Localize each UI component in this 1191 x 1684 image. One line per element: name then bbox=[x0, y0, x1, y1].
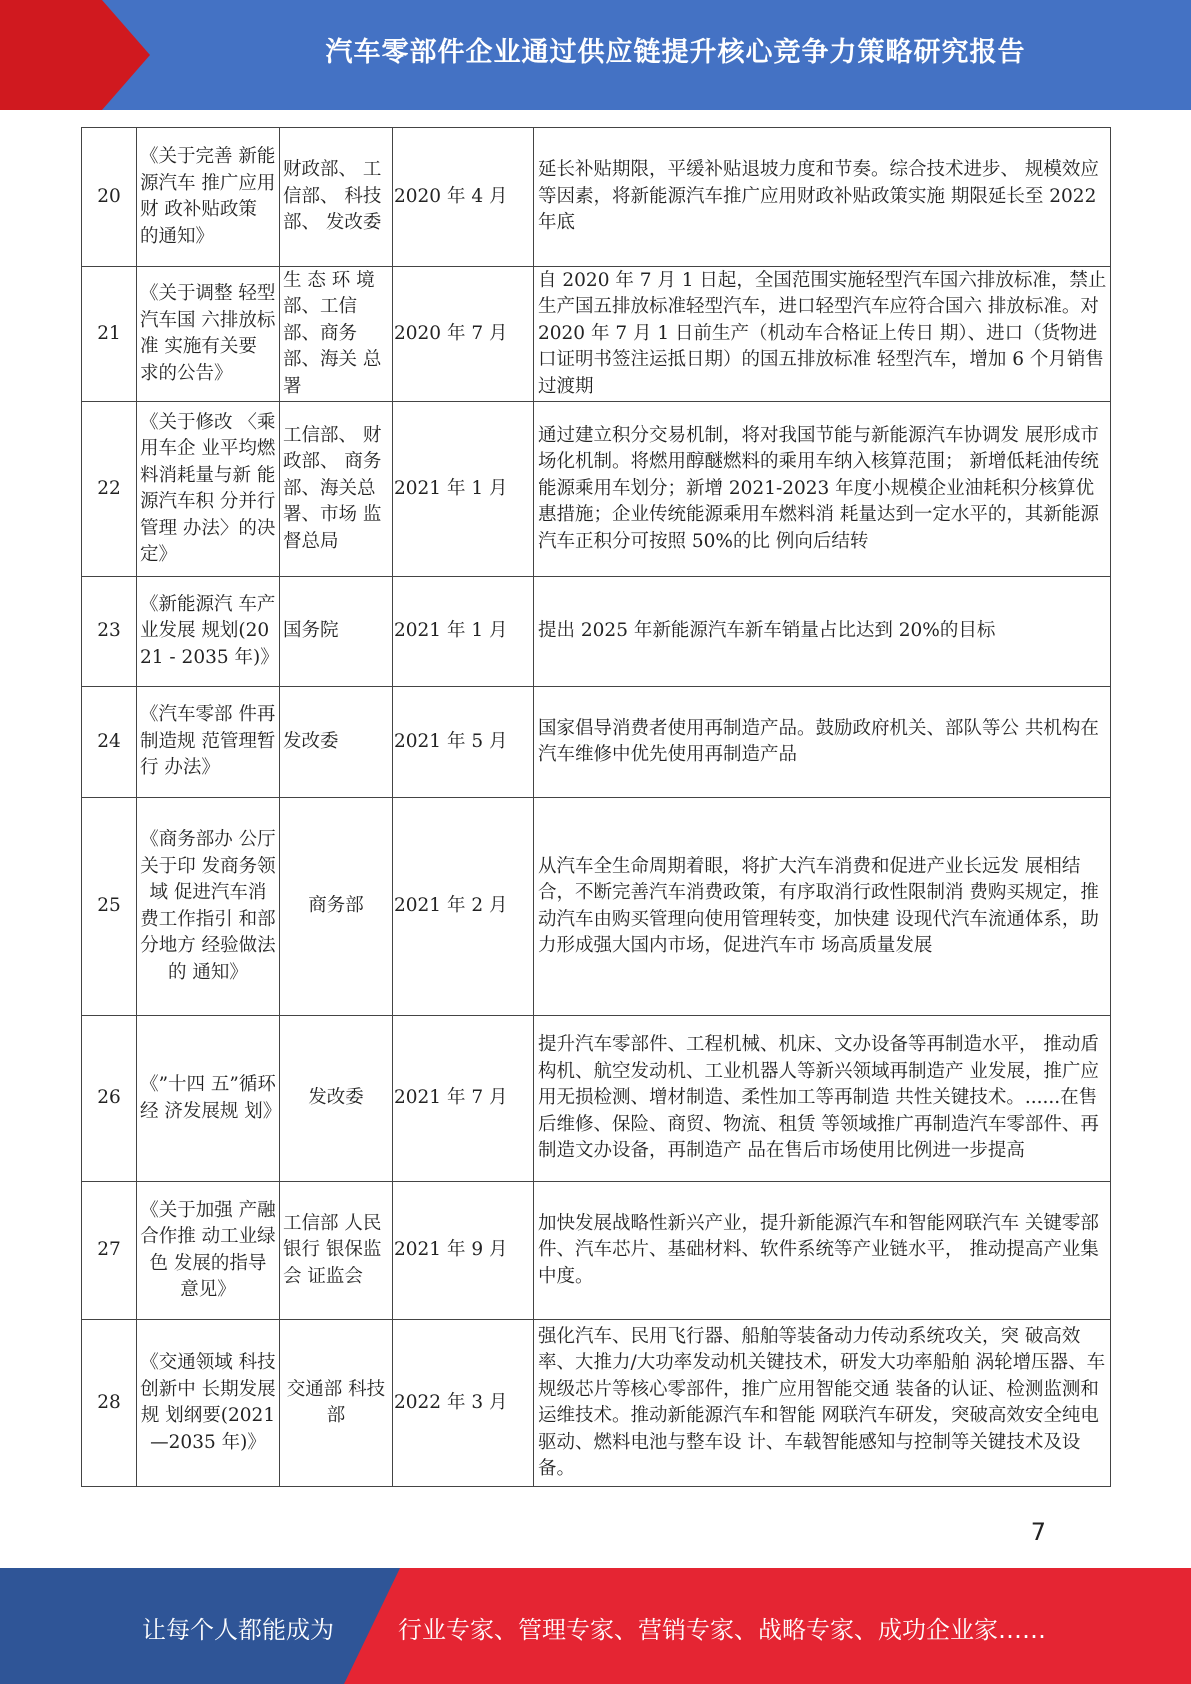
policy-name: 《关于加强 产融合作推 动工业绿色 发展的指导 意见》 bbox=[137, 1182, 280, 1320]
row-number: 20 bbox=[82, 128, 137, 267]
issuing-department: 生 态 环 境 部、工信 部、商务 部、海关 总署 bbox=[280, 267, 393, 402]
table-row bbox=[82, 577, 1111, 687]
policy-table bbox=[81, 127, 1111, 1487]
policy-content: 国家倡导消费者使用再制造产品。鼓励政府机关、部队等公 共机构在汽车维修中优先使用再制造产品 bbox=[534, 687, 1111, 798]
policy-name: 《商务部办 公厅关于印 发商务领域 促进汽车消 费工作指引 和部分地方 经验做法的 通知》 bbox=[137, 798, 280, 1016]
report-title: 汽车零部件企业通过供应链提升核心竞争力策略研究报告 bbox=[325, 37, 1026, 68]
table-row bbox=[82, 267, 1111, 402]
table-row bbox=[82, 402, 1111, 577]
row-number: 25 bbox=[82, 798, 137, 1016]
issue-date: 2021 年 1 月 bbox=[393, 402, 534, 577]
table-row bbox=[82, 128, 1111, 267]
page-number: 7 bbox=[1030, 1518, 1046, 1546]
issuing-department: 商务部 bbox=[280, 798, 393, 1016]
policy-name: 《新能源汽 车产业发展 规划(2021 - 2035 年)》 bbox=[137, 577, 280, 687]
policy-content: 强化汽车、民用飞行器、船舶等装备动力传动系统攻关，突 破高效率、大推力/大功率发动机关键技术，研发大功率船舶 涡轮增压器、车规级芯片等核心零部件，推广应用智能交通 装备的认证、检测监测和运维技术。推动新能源汽车和智能 网联汽车研发，突破高效安全纯电驱动、燃料电池与整车设 计、车载智能感知与控制等关键技术及设备。 bbox=[534, 1320, 1111, 1487]
policy-name: 《关于完善 新能源汽车 推广应用财 政补贴政策 的通知》 bbox=[137, 128, 280, 267]
issue-date: 2021 年 5 月 bbox=[393, 687, 534, 798]
issuing-department: 交通部 科技部 bbox=[280, 1320, 393, 1487]
issuing-department: 发改委 bbox=[280, 1016, 393, 1182]
footer-slogan-left: 让每个人都能成为 bbox=[142, 1616, 334, 1644]
table-row bbox=[82, 798, 1111, 1016]
row-number: 22 bbox=[82, 402, 137, 577]
page-footer bbox=[0, 1568, 1191, 1684]
policy-name: 《交通领域 科技创新中 长期发展规 划纲要(2021—2035 年)》 bbox=[137, 1320, 280, 1487]
footer-slogan-right: 行业专家、管理专家、营销专家、战略专家、成功企业家…… bbox=[398, 1616, 1046, 1644]
issue-date: 2020 年 7 月 bbox=[393, 267, 534, 402]
table-row bbox=[82, 1320, 1111, 1487]
policy-content: 提升汽车零部件、工程机械、机床、文办设备等再制造水平， 推动盾构机、航空发动机、工业机器人等新兴领域再制造产 业发展，推广应用无损检测、增材制造、柔性加工等再制造 共性关键技术。......在售后维修、保险、商贸、物流、租赁 等领域推广再制造汽车零部件、再制造文办设备，再制造产 品在售后市场使用比例进一步提高 bbox=[534, 1016, 1111, 1182]
issue-date: 2021 年 7 月 bbox=[393, 1016, 534, 1182]
policy-content: 自 2020 年 7 月 1 日起，全国范围实施轻型汽车国六排放标准，禁止生产国五排放标准轻型汽车，进口轻型汽车应符合国六 排放标准。对 2020 年 7 月 1 日前生产（机动车合格证上传日 期）、进口（货物进口证明书签注运抵日期）的国五排放标准 轻型汽车，增加 6 个月销售过渡期 bbox=[534, 267, 1111, 402]
row-number: 28 bbox=[82, 1320, 137, 1487]
policy-content: 延长补贴期限，平缓补贴退坡力度和节奏。综合技术进步、 规模效应等因素，将新能源汽车推广应用财政补贴政策实施 期限延长至 2022 年底 bbox=[534, 128, 1111, 267]
policy-name: 《关于修改 〈乘用车企 业平均燃料消耗量与新 能源汽车积 分并行管理 办法〉的决 定》 bbox=[137, 402, 280, 577]
table-row bbox=[82, 1016, 1111, 1182]
issuing-department: 工信部、 财政部、 商务部、海关总署、市场 监督总局 bbox=[280, 402, 393, 577]
policy-content: 从汽车全生命周期着眼，将扩大汽车消费和促进产业长远发 展相结合，不断完善汽车消费政策，有序取消行政性限制消 费购买规定，推动汽车由购买管理向使用管理转变，加快建 设现代汽车流通体系，助力形成强大国内市场，促进汽车市 场高质量发展 bbox=[534, 798, 1111, 1016]
policy-name: 《关于调整 轻型汽车国 六排放标准 实施有关要 求的公告》 bbox=[137, 267, 280, 402]
policy-content: 通过建立积分交易机制，将对我国节能与新能源汽车协调发 展形成市场化机制。将燃用醇醚燃料的乘用车纳入核算范围； 新增低耗油传统能源乘用车划分；新增 2021-2023 年度小规模企业油耗积分核算优惠措施；企业传统能源乘用车燃料消 耗量达到一定水平的，其新能源汽车正积分可按照 50%的比 例向后结转 bbox=[534, 402, 1111, 577]
row-number: 26 bbox=[82, 1016, 137, 1182]
row-number: 23 bbox=[82, 577, 137, 687]
issuing-department: 国务院 bbox=[280, 577, 393, 687]
page-header bbox=[0, 0, 1191, 110]
issue-date: 2022 年 3 月 bbox=[393, 1320, 534, 1487]
table-row bbox=[82, 1182, 1111, 1320]
policy-name: 《”十四 五”循环经 济发展规 划》 bbox=[137, 1016, 280, 1182]
table-row bbox=[82, 687, 1111, 798]
issuing-department: 财政部、 工信部、 科技部、 发改委 bbox=[280, 128, 393, 267]
issue-date: 2021 年 9 月 bbox=[393, 1182, 534, 1320]
policy-content: 加快发展战略性新兴产业，提升新能源汽车和智能网联汽车 关键零部件、汽车芯片、基础材料、软件系统等产业链水平， 推动提高产业集中度。 bbox=[534, 1182, 1111, 1320]
issuing-department: 发改委 bbox=[280, 687, 393, 798]
issue-date: 2020 年 4 月 bbox=[393, 128, 534, 267]
row-number: 27 bbox=[82, 1182, 137, 1320]
row-number: 24 bbox=[82, 687, 137, 798]
row-number: 21 bbox=[82, 267, 137, 402]
header-red-chevron bbox=[0, 0, 150, 110]
policy-content: 提出 2025 年新能源汽车新车销量占比达到 20%的目标 bbox=[534, 577, 1111, 687]
policy-name: 《汽车零部 件再制造规 范管理暂行 办法》 bbox=[137, 687, 280, 798]
issuing-department: 工信部 人民银行 银保监会 证监会 bbox=[280, 1182, 393, 1320]
issue-date: 2021 年 1 月 bbox=[393, 577, 534, 687]
issue-date: 2021 年 2 月 bbox=[393, 798, 534, 1016]
